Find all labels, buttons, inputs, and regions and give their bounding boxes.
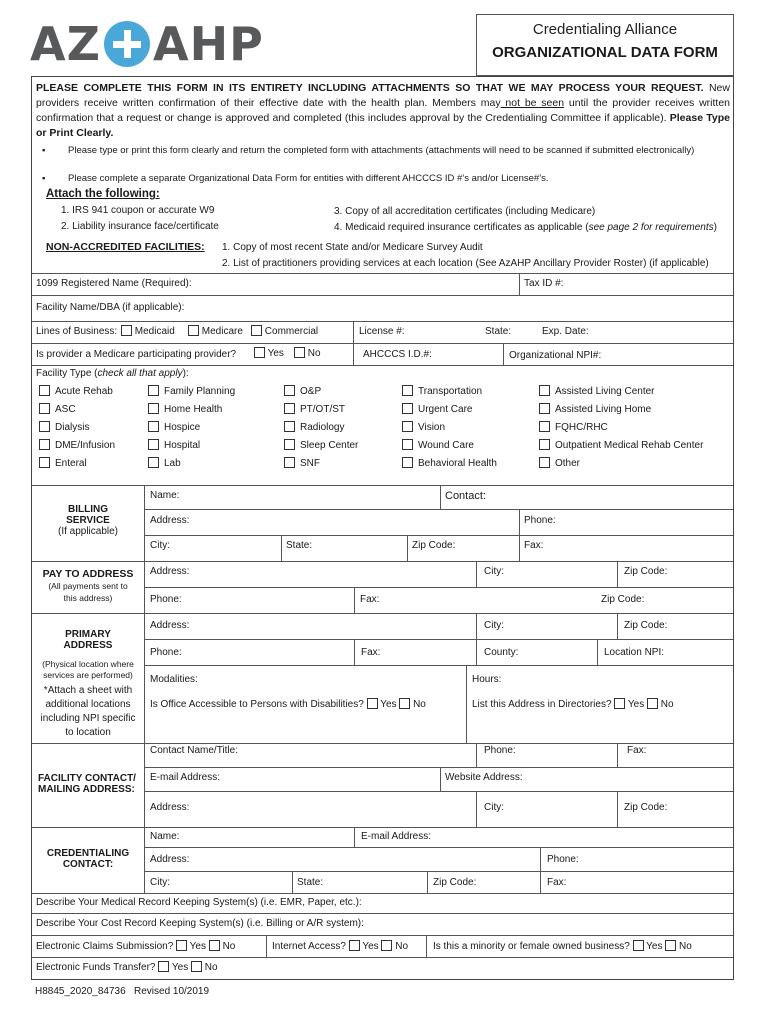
billing-zip-field[interactable]: Zip Code: xyxy=(412,540,456,551)
hours-field[interactable]: Hours: xyxy=(472,674,502,685)
facility-type-radiology xyxy=(284,421,344,433)
attach-item-4: 4. Medicaid required insurance certificates as applicable (see page 2 for requirements) xyxy=(334,222,717,233)
medicare-no-checkbox[interactable] xyxy=(294,347,305,358)
facility-type-asc-checkbox[interactable] xyxy=(39,403,50,414)
medicare-label: Medicare xyxy=(201,326,243,337)
commercial-label: Commercial xyxy=(264,326,319,337)
plus-circle-icon xyxy=(104,21,150,67)
facility-type-label: Assisted Living Home xyxy=(555,404,652,415)
modalities-field[interactable]: Modalities: xyxy=(150,674,198,685)
facility-type-home-health-checkbox[interactable] xyxy=(148,403,159,414)
cost-records-field[interactable]: Describe Your Cost Record Keeping System(s) (i.e. Billing or A/R system): xyxy=(36,918,364,929)
billing-contact-field[interactable]: Contact: xyxy=(445,490,486,502)
facility-type-assisted-living-center xyxy=(539,385,655,397)
attach-item-1: 1. IRS 941 coupon or accurate W9 xyxy=(61,205,215,216)
facility-type-dialysis xyxy=(39,421,89,433)
cred-name-field[interactable]: Name: xyxy=(150,831,180,842)
facility-type-fqhc-rhc-checkbox[interactable] xyxy=(539,421,550,432)
facility-type-label: Hospital xyxy=(164,440,201,451)
facility-type-other xyxy=(539,457,580,469)
medicaid-checkbox[interactable] xyxy=(121,325,132,336)
title-box xyxy=(476,14,734,76)
claims-question: Electronic Claims Submission? Yes No xyxy=(36,941,236,952)
facility-type-label: SNF xyxy=(300,458,320,469)
azahp-logo xyxy=(30,18,264,70)
facility-type-dme-infusion-checkbox[interactable] xyxy=(39,439,50,450)
facility-type-o-p-checkbox[interactable] xyxy=(284,385,295,396)
intro-text2: until the provider receives written confirmation that a request or change is approved and completed (this includes approval by the Credentialing Committee if applicable). xyxy=(36,97,731,124)
nonacc-item-1: 1. Copy of most recent State and/or Medicare Survey Audit xyxy=(222,242,483,253)
facility-type-wound-care-checkbox[interactable] xyxy=(402,439,413,450)
cred-zip-field[interactable]: Zip Code: xyxy=(433,877,477,888)
facility-type-label: Outpatient Medical Rehab Center xyxy=(555,440,704,451)
facility-type-other-checkbox[interactable] xyxy=(539,457,550,468)
license-field[interactable]: License #: xyxy=(359,326,405,337)
payto-zip-field[interactable]: Zip Code: xyxy=(624,566,668,577)
facility-type-label: Radiology xyxy=(300,422,345,433)
minority-no-checkbox[interactable] xyxy=(665,940,676,951)
facility-type-dialysis-checkbox[interactable] xyxy=(39,421,50,432)
minority-question: Is this a minority or female owned business? Yes No xyxy=(433,941,692,952)
attach-item-2: 2. Liability insurance face/certificate xyxy=(61,221,219,232)
facility-type-transportation xyxy=(402,385,482,397)
intro-underlined: not be seen xyxy=(500,97,565,109)
facility-type-urgent-care-checkbox[interactable] xyxy=(402,403,413,414)
facility-type-family-planning-checkbox[interactable] xyxy=(148,385,159,396)
facility-name-field[interactable]: Facility Name/DBA (if applicable): xyxy=(36,302,185,313)
facility-type-home-health xyxy=(148,403,222,415)
primary-address-field[interactable]: Address: xyxy=(150,620,190,631)
facility-type-asc xyxy=(39,403,76,415)
facility-type-label: O&P xyxy=(300,386,322,397)
bullet-icon: ▪ xyxy=(42,173,46,184)
facility-type-vision xyxy=(402,421,445,433)
facility-type-assisted-living-home-checkbox[interactable] xyxy=(539,403,550,414)
registered-name-field[interactable]: 1099 Registered Name (Required): xyxy=(36,278,192,289)
billing-name-field[interactable]: Name: xyxy=(150,490,180,501)
billing-fax-field[interactable]: Fax: xyxy=(524,540,544,551)
facility-type-family-planning xyxy=(148,385,235,397)
payto-section-title: PAY TO ADDRESS (All payments sent to this address) xyxy=(42,568,134,603)
facility-fax-field[interactable]: Fax: xyxy=(627,745,647,756)
billing-section-title: BILLING SERVICE (If applicable) xyxy=(57,504,119,537)
facility-type-label: Hospice xyxy=(164,422,201,433)
facility-type-label: Other xyxy=(555,458,581,469)
facility-type-lab xyxy=(148,457,181,469)
payto-phone-field[interactable]: Phone: xyxy=(150,594,182,605)
facility-type-label: Assisted Living Center xyxy=(555,386,655,397)
billing-phone-field[interactable]: Phone: xyxy=(524,515,556,526)
facility-type-hospice-checkbox[interactable] xyxy=(148,421,159,432)
internet-no-checkbox[interactable] xyxy=(381,940,392,951)
medicare-yes-checkbox[interactable] xyxy=(254,347,265,358)
exp-date-field[interactable]: Exp. Date: xyxy=(542,326,589,337)
cred-address-field[interactable]: Address: xyxy=(150,854,190,865)
facility-type-o-p xyxy=(284,385,321,397)
facility-email-field[interactable]: E-mail Address: xyxy=(150,772,221,783)
facility-type-lab-checkbox[interactable] xyxy=(148,457,159,468)
accessible-yes-checkbox[interactable] xyxy=(367,698,378,709)
facility-type-pt-ot-st xyxy=(284,403,345,415)
accessible-question: Is Office Accessible to Persons with Disabilities? Yes No xyxy=(150,699,426,710)
attach-heading: Attach the following: xyxy=(46,188,160,200)
form-title: ORGANIZATIONAL DATA FORM xyxy=(492,44,718,61)
facility-type-urgent-care xyxy=(402,403,472,415)
cred-city-field[interactable]: City: xyxy=(150,877,170,888)
directories-yes-checkbox[interactable] xyxy=(614,698,625,709)
facility-type-hospice xyxy=(148,421,200,433)
payto-address-field[interactable]: Address: xyxy=(150,566,190,577)
directories-no-checkbox[interactable] xyxy=(647,698,658,709)
intro-paragraph xyxy=(36,81,730,141)
facility-city-field[interactable]: City: xyxy=(484,802,504,813)
facility-type-snf xyxy=(284,457,320,469)
contact-name-field[interactable]: Contact Name/Title: xyxy=(150,745,238,756)
medical-records-field[interactable]: Describe Your Medical Record Keeping System(s) (i.e. EMR, Paper, etc.): xyxy=(36,897,362,908)
eft-no-checkbox[interactable] xyxy=(191,961,202,972)
facility-type-hospital xyxy=(148,439,200,451)
website-field[interactable]: Website Address: xyxy=(445,772,523,783)
nonacc-item-2: 2. List of practitioners providing services at each location (See AzAHP Ancillary Provider Roster) (if applicable) xyxy=(222,258,709,269)
facility-type-label: Urgent Care xyxy=(418,404,473,415)
revised-date: Revised 10/2019 xyxy=(134,986,210,997)
facility-type-label: ASC xyxy=(55,404,76,415)
eft-yes-checkbox[interactable] xyxy=(158,961,169,972)
license-state-field[interactable]: State: xyxy=(485,326,512,337)
claims-no-checkbox[interactable] xyxy=(209,940,220,951)
facility-type-label: DME/Infusion xyxy=(55,440,116,451)
facility-type-fqhc-rhc xyxy=(539,421,608,433)
primary-sub: (Physical location where services are performed) xyxy=(42,659,134,680)
payto-fax-field[interactable]: Fax: xyxy=(360,594,380,605)
medicare-checkbox[interactable] xyxy=(188,325,199,336)
facility-type-acute-rehab xyxy=(39,385,113,397)
primary-phone-field[interactable]: Phone: xyxy=(150,647,182,658)
facility-type-sleep-center-checkbox[interactable] xyxy=(284,439,295,450)
bullet-1: ▪ Please type or print this form clearly and return the completed form with attachments (attachments will need to be scanned if submitted electronically) xyxy=(42,145,695,156)
intro-text1: New providers receive written confirmation of their effective date with the health plan. Members may xyxy=(36,82,730,109)
ahcccs-id-field[interactable]: AHCCCS I.D.#: xyxy=(363,349,432,360)
facility-type-snf-checkbox[interactable] xyxy=(284,457,295,468)
billing-state-field[interactable]: State: xyxy=(286,540,313,551)
facility-type-label: Vision xyxy=(418,422,446,433)
facility-type-label: FQHC/RHC xyxy=(555,422,608,433)
form-code: H8845_2020_84736 xyxy=(35,986,126,997)
payto-city-field[interactable]: City: xyxy=(484,566,504,577)
medicare-participating-label: Is provider a Medicare participating provider? xyxy=(36,349,237,360)
directories-question: List this Address in Directories? Yes No xyxy=(472,699,674,710)
medicaid-label: Medicaid xyxy=(134,326,175,337)
location-npi-field[interactable]: Location NPI: xyxy=(604,647,665,658)
facility-type-label: Dialysis xyxy=(55,422,90,433)
footer xyxy=(35,986,209,997)
facility-type-label: Transportation xyxy=(418,386,483,397)
facility-type-label: Facility Type (check all that apply): xyxy=(36,368,189,379)
eft-question: Electronic Funds Transfer? Yes No xyxy=(36,962,218,973)
form-body: PLEASE COMPLETE THIS FORM IN ITS ENTIRETY INCLUDING ATTACHMENTS SO THAT WE MAY PROCESS YOUR REQUEST. New providers receive written confirmation of their effective date with the health plan. Members may not be seen until the provider receives written confirmation that a request or change is approved and completed (this includes approval by the Credentialing Committee if applicable). Please Type or Print Clearly. ▪ Please type or print this form clearly and return the completed form with attachments (attachments will need to be scanned if submitted electronically) ▪ Please complete a separate Organizational Data Form for entities with different AHCCCS ID #’s and/or License#’s. Attach the following: 1. IRS 941 coupon or accurate W9 2. Liability insurance face/certificate 3. Copy of all accreditation certificates (including Medicare) 4. Medicaid required insurance certificates as applicable (see page 2 for requirements) NON-ACCREDITED FACILITIES: 1. Copy of most recent State and/or Medicare Survey Audit 2. List of practitioners providing services at each location (See AzAHP Ancillary Provider Roster) (if applicable) 1099 Registered Name (Required): Tax ID #: Facility Name/DBA (if applicable): Lines of Business: Medicaid Medicare Commercial License #: State: Exp. Date: Is provider a Medicare participating provider? Yes No AHCCCS I.D.#: Organizational NPI#: Facility Type (check all that apply): Acute Rehab ASC Dialysis DME/Infusion Enteral Family Planning Home Health Hospice Hospital Lab O&P PT/OT/ST Radiology Sleep Center SNF Transportation Urgent Care Vision Wound Care Behavioral Health Assisted Living Center Assisted Living Home FQHC/RHC Outpatient Medical Rehab Center Other BILLING SERVICE (If applicable) Name: Contact: Address: Phone: City: State: Zip Code: Fax: PAY TO ADDRESS (All payments sent to this address) Address: City: Zip Code: Phone: Fax: Zip Code: PRIMARY ADDRESS (Physical location where services are performed) *Attach a sheet with additional locations including NPI specific to location Address: City: Zip Code: Phone: Fax: County: Location NPI: Modalities: Hours: Is Office Accessible to Persons with Disabilities? Yes No List this Address in Directories? Yes No FACILITY CONTACT/ MAILING ADDRESS: Contact Name/Title: Phone: Fax: E-mail Address: Website Address: Address: City: Zip Code: CREDENTIALING CONTACT: Name: E-mail Address: Address: Phone: City: State: Zip Code: Fax: Describe Your Medical Record Keeping System(s) (i.e. EMR, Paper, etc.): Describe Your Cost Record Keeping System(s) (i.e. Billing or A/R system): Electronic Claims Submission? Yes No Internet Access? Yes No Is this a minority or female owned business? Yes No Electronic Funds Transfer? Yes No xyxy=(31,76,734,980)
facility-type-transportation-checkbox[interactable] xyxy=(402,385,413,396)
billing-address-field[interactable]: Address: xyxy=(150,515,190,526)
facility-type-vision-checkbox[interactable] xyxy=(402,421,413,432)
facility-type-enteral xyxy=(39,457,87,469)
intro-bold: PLEASE COMPLETE THIS FORM IN ITS ENTIRETY INCLUDING ATTACHMENTS SO THAT WE MAY PROCESS YOUR REQUEST. xyxy=(36,82,704,94)
cred-fax-field[interactable]: Fax: xyxy=(547,877,567,888)
primary-county-field[interactable]: County: xyxy=(484,647,519,658)
facility-type-assisted-living-home xyxy=(539,403,651,415)
facility-type-enteral-checkbox[interactable] xyxy=(39,457,50,468)
facility-type-radiology-checkbox[interactable] xyxy=(284,421,295,432)
primary-fax-field[interactable]: Fax: xyxy=(361,647,381,658)
nonaccredited-label: NON-ACCREDITED FACILITIES: xyxy=(46,241,205,253)
facility-type-behavioral-health-checkbox[interactable] xyxy=(402,457,413,468)
commercial-checkbox[interactable] xyxy=(251,325,262,336)
bullet-icon: ▪ xyxy=(42,145,46,156)
primary-section-title: PRIMARY ADDRESS xyxy=(63,629,113,651)
facility-type-label: Enteral xyxy=(55,458,87,469)
bullet-2: ▪ Please complete a separate Organizational Data Form for entities with different AHCCCS ID #’s and/or License#’s. xyxy=(42,173,549,184)
facility-type-label: Sleep Center xyxy=(300,440,359,451)
minority-yes-checkbox[interactable] xyxy=(633,940,644,951)
intro-bold-end: Please Type or Print Clearly. xyxy=(36,112,730,139)
facility-type-label: Lab xyxy=(164,458,181,469)
facility-type-label: Behavioral Health xyxy=(418,458,497,469)
tax-id-field[interactable]: Tax ID #: xyxy=(524,278,564,289)
facility-type-label: PT/OT/ST xyxy=(300,404,345,415)
facility-type-hospital-checkbox[interactable] xyxy=(148,439,159,450)
facility-type-wound-care xyxy=(402,439,474,451)
cred-phone-field[interactable]: Phone: xyxy=(547,854,579,865)
accessible-no-checkbox[interactable] xyxy=(399,698,410,709)
cred-state-field[interactable]: State: xyxy=(297,877,324,888)
facility-type-sleep-center xyxy=(284,439,358,451)
facility-type-outpatient-medical-rehab-center xyxy=(539,439,703,451)
internet-question: Internet Access? Yes No xyxy=(272,941,409,952)
logo-text-right: AHP xyxy=(152,17,264,71)
facility-phone-field[interactable]: Phone: xyxy=(484,745,516,756)
lines-of-business-label: Lines of Business: xyxy=(36,326,118,337)
billing-city-field[interactable]: City: xyxy=(150,540,170,551)
facility-type-pt-ot-st-checkbox[interactable] xyxy=(284,403,295,414)
cred-contact-title: CREDENTIALING CONTACT: xyxy=(46,848,130,870)
facility-type-label: Home Health xyxy=(164,404,223,415)
facility-type-dme-infusion xyxy=(39,439,115,451)
title-line1: Credentialing Alliance xyxy=(532,21,678,38)
org-npi-field[interactable]: Organizational NPI#: xyxy=(509,350,602,361)
facility-type-acute-rehab-checkbox[interactable] xyxy=(39,385,50,396)
internet-yes-checkbox[interactable] xyxy=(349,940,360,951)
facility-type-behavioral-health xyxy=(402,457,497,469)
cred-email-field[interactable]: E-mail Address: xyxy=(361,831,432,842)
logo-text-left: AZ xyxy=(30,17,101,71)
facility-type-assisted-living-center-checkbox[interactable] xyxy=(539,385,550,396)
facility-type-label: Family Planning xyxy=(164,386,236,397)
facility-type-label: Wound Care xyxy=(418,440,474,451)
primary-note: *Attach a sheet with additional locations including NPI specific to location xyxy=(40,685,136,738)
payto-zip2-field[interactable]: Zip Code: xyxy=(601,594,645,605)
facility-address-field[interactable]: Address: xyxy=(150,802,190,813)
facility-type-label: Acute Rehab xyxy=(55,386,113,397)
attach-item-3: 3. Copy of all accreditation certificates (including Medicare) xyxy=(334,206,596,217)
facility-zip-field[interactable]: Zip Code: xyxy=(624,802,668,813)
facility-type-outpatient-medical-rehab-center-checkbox[interactable] xyxy=(539,439,550,450)
primary-zip-field[interactable]: Zip Code: xyxy=(624,620,668,631)
facility-contact-title: FACILITY CONTACT/ MAILING ADDRESS: xyxy=(38,773,136,795)
claims-yes-checkbox[interactable] xyxy=(176,940,187,951)
primary-city-field[interactable]: City: xyxy=(484,620,504,631)
